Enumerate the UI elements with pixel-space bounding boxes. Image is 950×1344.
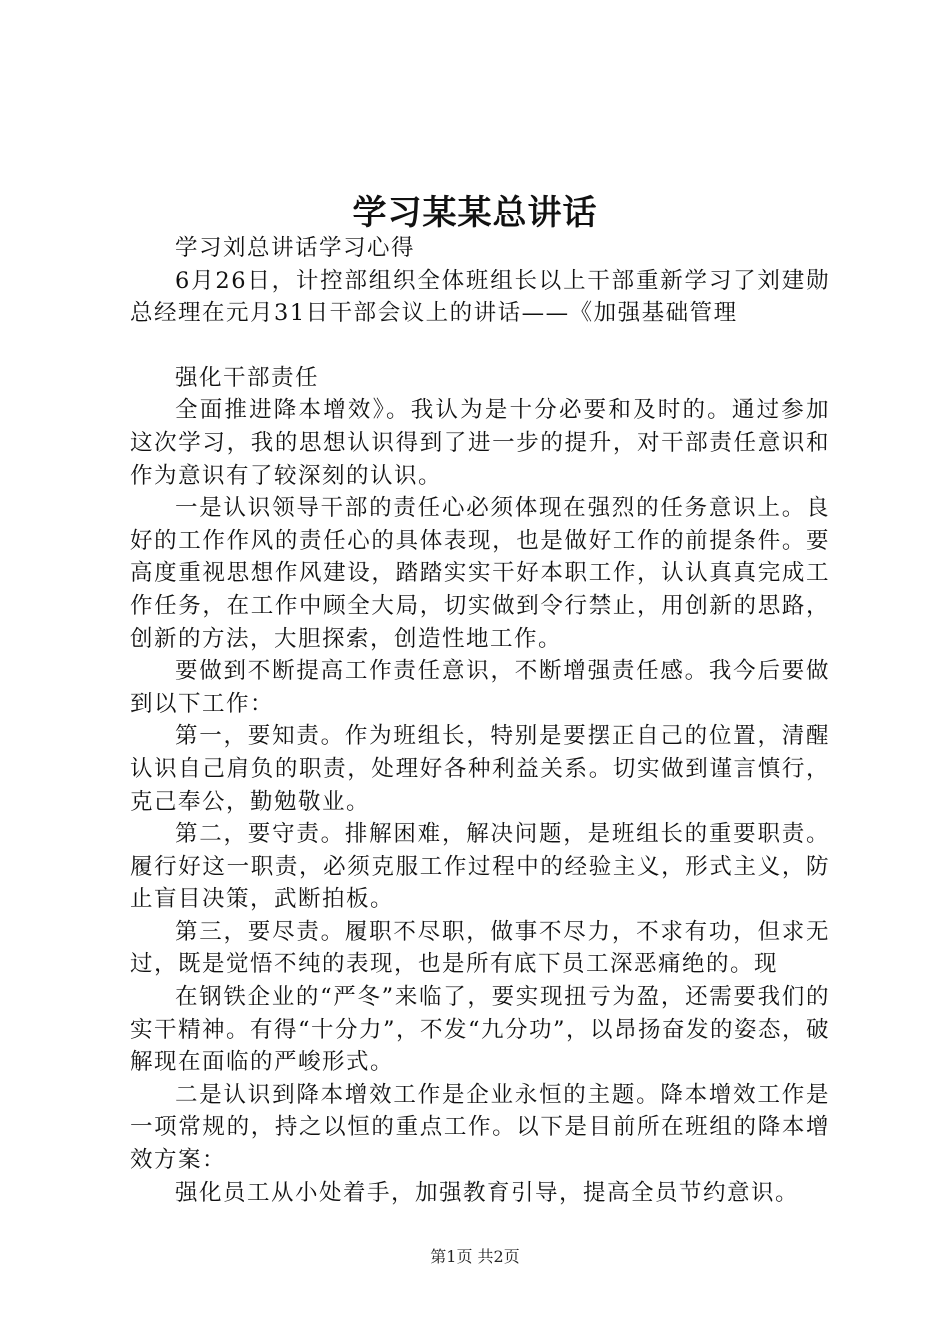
paragraph-intro: 6月26日，计控部组织全体班组长以上干部重新学习了刘建勋总经理在元月31日干部会议上的讲话——《加强基础管理 (130, 267, 830, 327)
document-body (130, 232, 830, 1209)
paragraph-commitment: 要做到不断提高工作责任意识，不断增强责任感。我今后要做到以下工作： (130, 658, 830, 717)
document-title: 学习某某总讲话 (352, 193, 598, 233)
paragraph-subtitle: 学习刘总讲话学习心得 (175, 235, 416, 261)
page-footer: 第1页 共2页 (430, 1247, 520, 1266)
paragraph-winter: 在钢铁企业的“严冬”来临了，要实现扭亏为盈，还需要我们的实干精神。有得“十分力”，不发“九分功”，以昂扬奋发的姿态，破解现在面临的严峻形式。 (130, 984, 831, 1076)
paragraph-point-two: 二是认识到降本增效工作是企业永恒的主题。降本增效工作是一项常规的，持之以恒的重点工作。以下是目前所在班组的降本增效方案： (130, 1081, 830, 1174)
paragraph-first: 第一，要知责。作为班组长，特别是要摆正自己的位置，清醒认识自己肩负的职责，处理好各种利益关系。切实做到谨言慎行，克己奉公，勤勉敬业。 (130, 723, 830, 815)
paragraph-point-one: 一是认识领导干部的责任心必须体现在强烈的任务意识上。良好的工作作风的责任心的具体表现，也是做好工作的前提条件。要高度重视思想作风建设，踏踏实实干好本职工作，认认真真完成工作任务，在工作中顾全大局，切实做到令行禁止，用创新的思路，创新的方法，大胆探索，创造性地工作。 (130, 495, 830, 652)
paragraph-heading-fragment: 强化干部责任 (175, 364, 320, 391)
paragraph-blank (130, 330, 830, 362)
paragraph-plan: 强化员工从小处着手，加强教育引导，提高全员节约意识。 (175, 1179, 800, 1206)
paragraph-second: 第二，要守责。排解困难，解决问题，是班组长的重要职责。履行好这一职责，必须克服工作过程中的经验主义，形式主义，防止盲目决策，武断拍板。 (130, 821, 830, 913)
paragraph-reflection: 全面推进降本增效》。我认为是十分必要和及时的。通过参加这次学习，我的思想认识得到了进一步的提升，对干部责任意识和作为意识有了较深刻的认识。 (130, 397, 830, 489)
paragraph-third: 第三，要尽责。履职不尽职，做事不尽力，不求有功，但求无过，既是觉悟不纯的表现，也是所有底下员工深恶痛绝的。现 (130, 918, 830, 978)
